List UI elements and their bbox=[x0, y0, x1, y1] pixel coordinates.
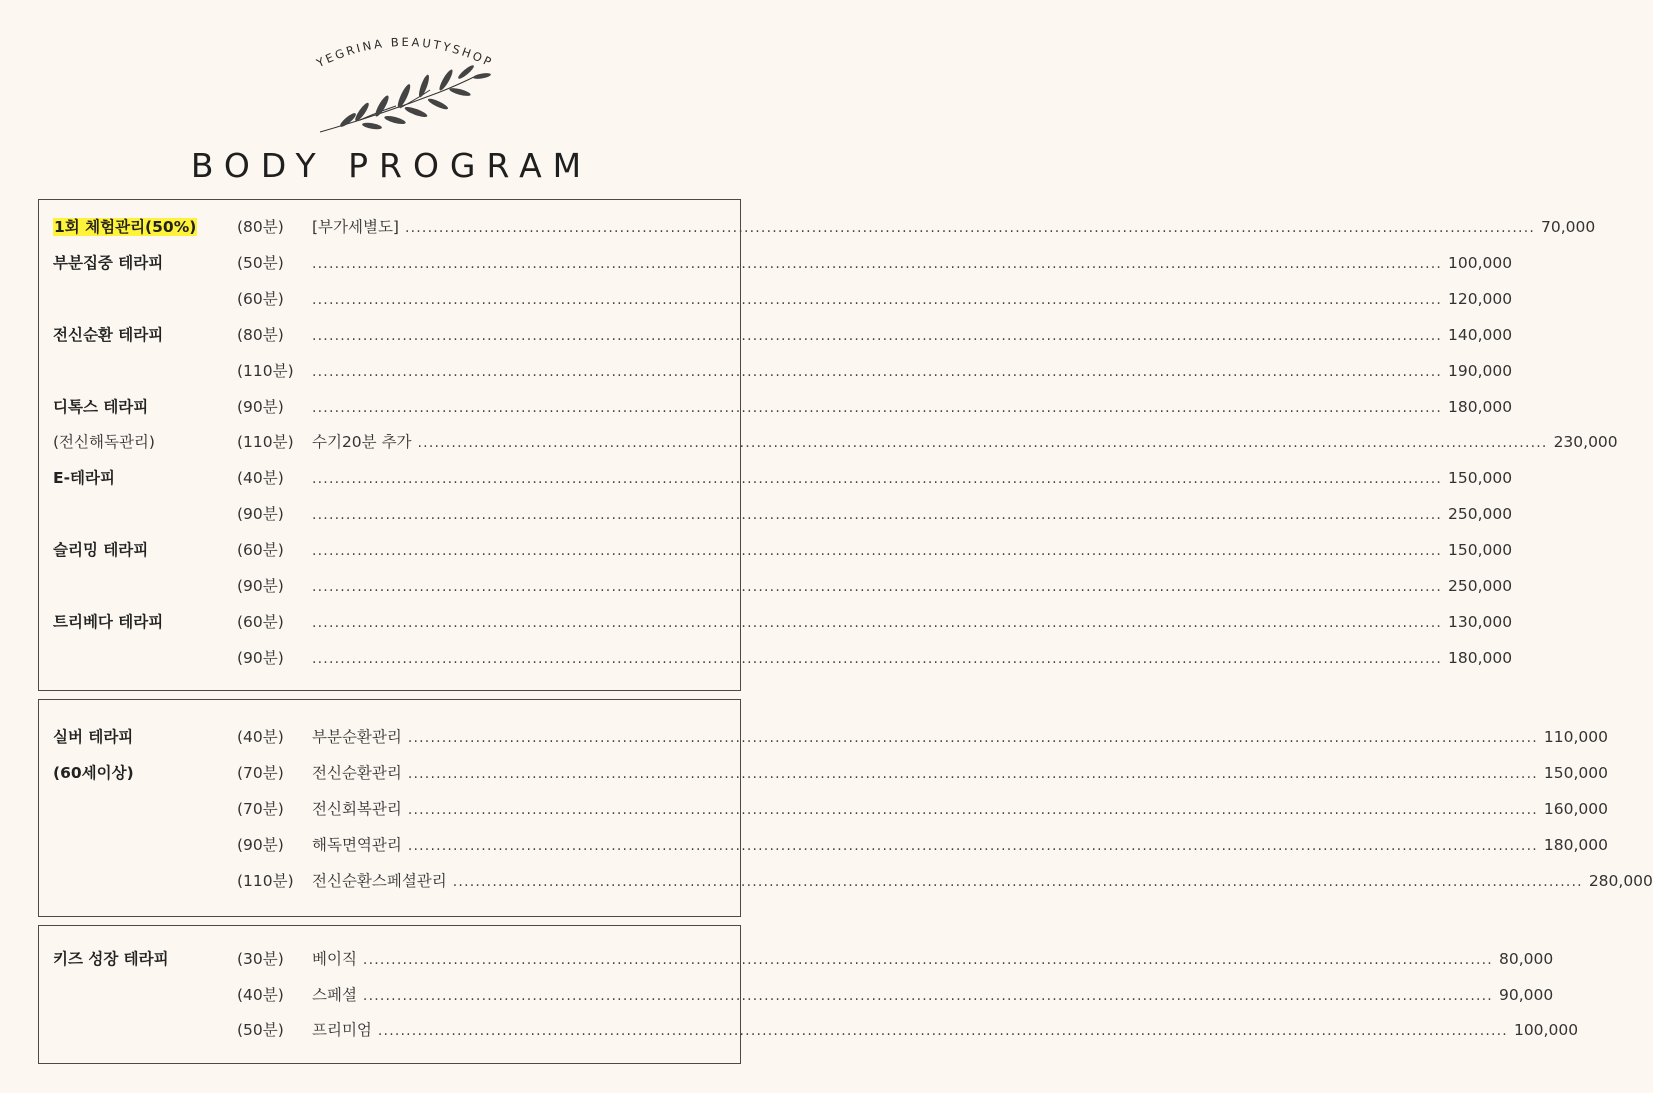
program-name bbox=[53, 758, 134, 788]
price-leader bbox=[312, 794, 1608, 825]
price-row bbox=[39, 499, 1513, 529]
price-row bbox=[39, 463, 1513, 493]
dot-leader: ........................................................................................................................................................................................................ bbox=[407, 802, 1538, 818]
price-leader bbox=[312, 722, 1608, 753]
price-row bbox=[39, 571, 1513, 601]
page-title: BODY PROGRAM bbox=[190, 146, 593, 185]
program-name bbox=[53, 392, 148, 422]
price-row bbox=[39, 830, 1608, 860]
price-leader bbox=[312, 284, 1513, 315]
dot-leader: ........................................................................................................................................................................................................ bbox=[312, 291, 1443, 308]
price-row bbox=[39, 866, 1653, 896]
duration: (110분) bbox=[237, 361, 294, 380]
program-name-text: 1회 체험관리(50%) bbox=[54, 218, 197, 236]
price: 230,000 bbox=[1553, 433, 1618, 452]
price: 120,000 bbox=[1448, 289, 1513, 308]
duration: (50분) bbox=[237, 253, 284, 272]
price-row bbox=[39, 607, 1513, 637]
program-section-kids bbox=[38, 925, 1579, 1064]
program-note: 전신순환관리 bbox=[312, 764, 402, 782]
price-leader bbox=[312, 427, 1618, 458]
program-name-text: 디톡스 테라피 bbox=[53, 397, 149, 416]
olive-branch-icon bbox=[320, 64, 491, 132]
price-leader bbox=[312, 571, 1513, 602]
price-row bbox=[39, 794, 1608, 824]
duration: (90분) bbox=[237, 505, 284, 524]
dot-leader: ........................................................................................................................................................................................................ bbox=[377, 1023, 1508, 1039]
brand-logo bbox=[300, 20, 510, 145]
price-leader bbox=[312, 607, 1513, 638]
program-name bbox=[53, 535, 148, 565]
duration: (60분) bbox=[237, 612, 284, 631]
duration: (70분) bbox=[237, 800, 284, 818]
price: 150,000 bbox=[1543, 764, 1608, 782]
dot-leader: ........................................................................................................................................................................................................ bbox=[362, 987, 1493, 1004]
program-note: 수기20분 추가 bbox=[312, 433, 412, 452]
duration: (90분) bbox=[237, 648, 284, 667]
program-note: 베이직 bbox=[312, 950, 357, 968]
program-note: 전신회복관리 bbox=[312, 800, 402, 818]
price-row bbox=[39, 643, 1513, 673]
program-name-text: (60세이상) bbox=[53, 764, 134, 782]
dot-leader: ........................................................................................................................................................................................................ bbox=[312, 579, 1443, 595]
duration: (110분) bbox=[237, 433, 294, 452]
program-name-text: (전신해독관리) bbox=[53, 433, 155, 452]
price: 180,000 bbox=[1448, 397, 1513, 416]
price-leader bbox=[312, 356, 1513, 387]
price: 90,000 bbox=[1498, 985, 1554, 1004]
program-note: 프리미엄 bbox=[312, 1021, 372, 1039]
program-note: 해독면역관리 bbox=[312, 836, 402, 854]
program-note: 전신순환스페셜관리 bbox=[312, 872, 447, 890]
duration: (90분) bbox=[237, 577, 284, 595]
dot-leader: ........................................................................................................................................................................................................ bbox=[312, 255, 1443, 272]
program-section-main bbox=[38, 199, 1618, 691]
program-name bbox=[53, 427, 155, 457]
program-name bbox=[53, 320, 163, 350]
price: 150,000 bbox=[1448, 541, 1513, 560]
program-note: 스페셜 bbox=[312, 985, 357, 1004]
program-name bbox=[53, 722, 133, 752]
duration: (40분) bbox=[237, 728, 284, 746]
program-name-text: 부분집중 테라피 bbox=[53, 253, 164, 272]
program-name bbox=[53, 248, 163, 278]
program-note: [부가세별도] bbox=[312, 218, 399, 236]
price-row bbox=[39, 212, 1596, 242]
program-name bbox=[53, 944, 169, 974]
program-name bbox=[53, 212, 197, 242]
dot-leader: ........................................................................................................................................................................................................ bbox=[362, 952, 1493, 968]
price-row bbox=[39, 758, 1608, 788]
price-row bbox=[39, 320, 1513, 350]
price: 110,000 bbox=[1543, 728, 1608, 746]
dot-leader: ........................................................................................................................................................................................................ bbox=[312, 507, 1443, 524]
program-name-text: 전신순환 테라피 bbox=[53, 325, 164, 344]
price-leader bbox=[312, 499, 1513, 530]
duration: (80분) bbox=[237, 218, 284, 236]
price-row bbox=[39, 535, 1513, 565]
price-row bbox=[39, 392, 1513, 422]
price-row bbox=[39, 944, 1554, 974]
program-note: 부분순환관리 bbox=[312, 728, 402, 746]
dot-leader: ........................................................................................................................................................................................................ bbox=[407, 838, 1538, 854]
duration: (110분) bbox=[237, 872, 294, 890]
price-leader bbox=[312, 320, 1513, 351]
duration: (40분) bbox=[237, 985, 284, 1004]
dot-leader: ........................................................................................................................................................................................................ bbox=[452, 874, 1583, 890]
dot-leader: ........................................................................................................................................................................................................ bbox=[312, 399, 1443, 416]
price: 70,000 bbox=[1541, 218, 1596, 236]
price: 140,000 bbox=[1448, 325, 1513, 344]
duration: (80분) bbox=[237, 325, 284, 344]
brand-name: YEGRINA BEAUTYSHOP bbox=[314, 34, 496, 71]
price-leader bbox=[312, 866, 1653, 897]
price: 180,000 bbox=[1543, 836, 1608, 854]
price: 250,000 bbox=[1448, 505, 1513, 524]
price-leader bbox=[312, 944, 1554, 975]
dot-leader: ........................................................................................................................................................................................................ bbox=[312, 614, 1443, 631]
price-row bbox=[39, 248, 1513, 278]
price: 130,000 bbox=[1448, 612, 1513, 631]
dot-leader: ........................................................................................................................................................................................................ bbox=[312, 543, 1443, 560]
program-section-silver bbox=[38, 699, 1653, 917]
price: 190,000 bbox=[1448, 361, 1513, 380]
price-leader bbox=[312, 980, 1554, 1011]
price-row bbox=[39, 980, 1554, 1010]
program-name-text: 슬리밍 테라피 bbox=[53, 541, 149, 560]
duration: (70분) bbox=[237, 764, 284, 782]
price-leader bbox=[312, 212, 1596, 243]
price-row bbox=[39, 284, 1513, 314]
price: 280,000 bbox=[1588, 872, 1653, 890]
price: 80,000 bbox=[1498, 950, 1554, 968]
dot-leader: ........................................................................................................................................................................................................ bbox=[312, 650, 1443, 667]
price-row bbox=[39, 427, 1618, 457]
dot-leader: ........................................................................................................................................................................................................ bbox=[312, 363, 1443, 380]
duration: (90분) bbox=[237, 397, 284, 416]
price: 150,000 bbox=[1448, 469, 1513, 488]
price: 100,000 bbox=[1513, 1021, 1579, 1039]
price: 100,000 bbox=[1448, 253, 1513, 272]
duration: (60분) bbox=[237, 541, 284, 560]
price: 160,000 bbox=[1543, 800, 1608, 818]
price-leader bbox=[312, 1015, 1579, 1046]
duration: (60분) bbox=[237, 289, 284, 308]
program-name-text: 트리베다 테라피 bbox=[53, 612, 164, 631]
program-name bbox=[53, 463, 115, 493]
program-name bbox=[53, 607, 163, 637]
dot-leader: ........................................................................................................................................................................................................ bbox=[407, 730, 1538, 746]
dot-leader: ........................................................................................................................................................................................................ bbox=[312, 327, 1443, 344]
price-row bbox=[39, 1015, 1579, 1045]
price-leader bbox=[312, 392, 1513, 423]
dot-leader: ........................................................................................................................................................................................................ bbox=[417, 435, 1548, 452]
price-leader bbox=[312, 248, 1513, 279]
price-leader bbox=[312, 830, 1608, 861]
price-leader bbox=[312, 643, 1513, 674]
program-name-text: E-테라피 bbox=[53, 469, 115, 488]
price-leader bbox=[312, 758, 1608, 789]
program-name-text: 실버 테라피 bbox=[53, 728, 134, 746]
price-row bbox=[39, 356, 1513, 386]
dot-leader: ........................................................................................................................................................................................................ bbox=[312, 471, 1443, 488]
dot-leader: ........................................................................................................................................................................................................ bbox=[404, 220, 1536, 236]
price: 180,000 bbox=[1448, 648, 1513, 667]
price-row bbox=[39, 722, 1608, 752]
duration: (90분) bbox=[237, 836, 284, 854]
duration: (50분) bbox=[237, 1021, 284, 1039]
duration: (40분) bbox=[237, 469, 284, 488]
dot-leader: ........................................................................................................................................................................................................ bbox=[407, 766, 1538, 782]
price: 250,000 bbox=[1448, 577, 1513, 595]
price-leader bbox=[312, 463, 1513, 494]
duration: (30분) bbox=[237, 950, 284, 968]
program-name-text: 키즈 성장 테라피 bbox=[53, 950, 169, 968]
price-leader bbox=[312, 535, 1513, 566]
